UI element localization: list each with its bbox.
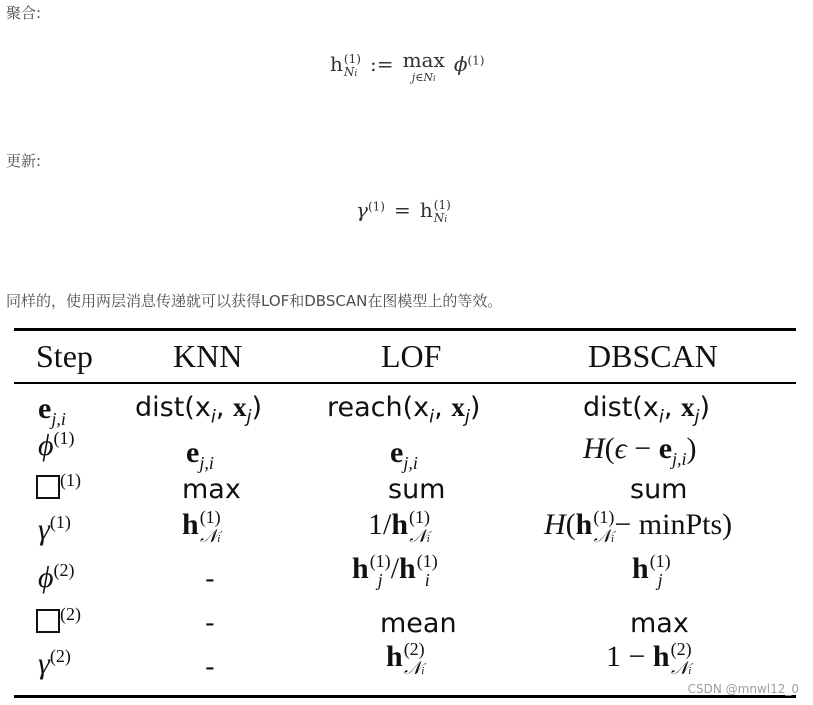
row5-step-sup: (2) [53,560,75,580]
eq1-lhs: h [330,52,343,76]
aggregation-box-icon [36,609,60,633]
row5-step [38,560,75,595]
eq2-rhs-sub-i: i [444,215,448,226]
row3-lof: sum [388,474,446,505]
eq2-lhs-sup: (1) [367,199,385,214]
aggregate-equation [330,50,484,83]
aggregation-box-icon [36,475,60,499]
row4-knn: h (1) 𝒩i [182,507,221,547]
row3-step-sup: (1) [60,470,81,490]
row7-step [38,646,71,681]
watermark: CSDN @mnwl12_0 [687,682,799,696]
eq1-op: max [402,48,445,72]
row1-lof-text: reach(x [327,392,430,423]
row3-dbscan: sum [630,474,688,505]
row1-step [38,392,66,430]
eq1-lhs-sub: N [343,65,355,80]
eq2-lhs: γ [356,198,368,222]
eq2-rhs-sup: (1) [433,197,451,212]
header-dbscan: DBSCAN [588,338,718,374]
row4-step [38,512,71,547]
row7-dbscan: 1 − h (2) 𝒩i [606,639,692,679]
header-knn: KNN [173,338,243,374]
eq1-op-under-i: i [432,74,436,83]
row5-step-symbol: ϕ [38,561,54,594]
table-bottom-rule [14,695,796,698]
row4-step-symbol: γ [38,513,50,546]
row2-step [38,428,75,463]
row5-dbscan: h (1) j [632,551,671,591]
row7-knn: - [205,652,215,683]
table-header-rule [14,382,796,384]
eq1-rhs-sup: (1) [467,53,485,68]
eq1-assign: := [369,52,394,76]
row4-dbscan: H(h (1) 𝒩i − minPts) [544,507,733,547]
header-step: Step [36,338,93,374]
eq1-rhs: ϕ [453,52,468,76]
eq1-lhs-sup: (1) [343,51,361,66]
row4-lof: 1/h (1) 𝒩i [368,507,431,547]
row3-step [36,470,81,505]
table-top-rule [14,328,796,331]
row5-knn: - [205,564,215,595]
row7-step-sup: (2) [49,646,71,666]
header-lof: LOF [381,338,442,374]
row7-lof: h (2) 𝒩i [386,639,425,679]
row1-step-sub: j,i [51,409,66,429]
aggregate-label: 聚合: [6,4,42,22]
row6-lof: mean [380,608,457,639]
row6-step-sup: (2) [60,604,81,624]
eq2-rhs: h [419,198,433,222]
row4-step-sup: (1) [49,512,71,532]
eq1-op-under: j∈N [411,71,433,84]
row1-lof: $reach(x_i$, $x_j$) [327,392,481,428]
row6-step [36,604,81,639]
row2-dbscan: $H(\epsilon - e_{j,i})$ [583,432,697,469]
eq2-rhs-sub: N [433,211,445,226]
row7-step-symbol: γ [38,647,50,680]
row2-knn: $e_{j,i}$ [186,436,214,473]
row1-dbscan: $dist(x_i$, $x_j$) [583,392,711,428]
row1-step-symbol: e [38,392,52,425]
row1-dbscan-text: dist(x [583,392,659,423]
row5-lof: h (1) j /h (1) i [352,551,438,591]
update-label: 更新: [6,152,42,170]
intro-sentence: 同样的，使用两层消息传递就可以获得LOF和DBSCAN在图模型上的等效。 [6,292,503,310]
eq2-eq: = [394,198,411,222]
eq1-lhs-sub-i: i [354,69,358,80]
row1-knn: $dist(x_i$, $x_j$) [135,392,263,428]
update-equation [356,198,451,226]
row2-step-symbol: ϕ [38,429,54,462]
row2-step-sup: (1) [53,428,75,448]
row6-dbscan: max [630,608,689,639]
row6-knn: - [205,608,215,639]
row3-knn: max [182,474,241,505]
row2-lof: $e_{j,i}$ [390,436,418,473]
row1-knn-text: dist(x [135,392,211,423]
